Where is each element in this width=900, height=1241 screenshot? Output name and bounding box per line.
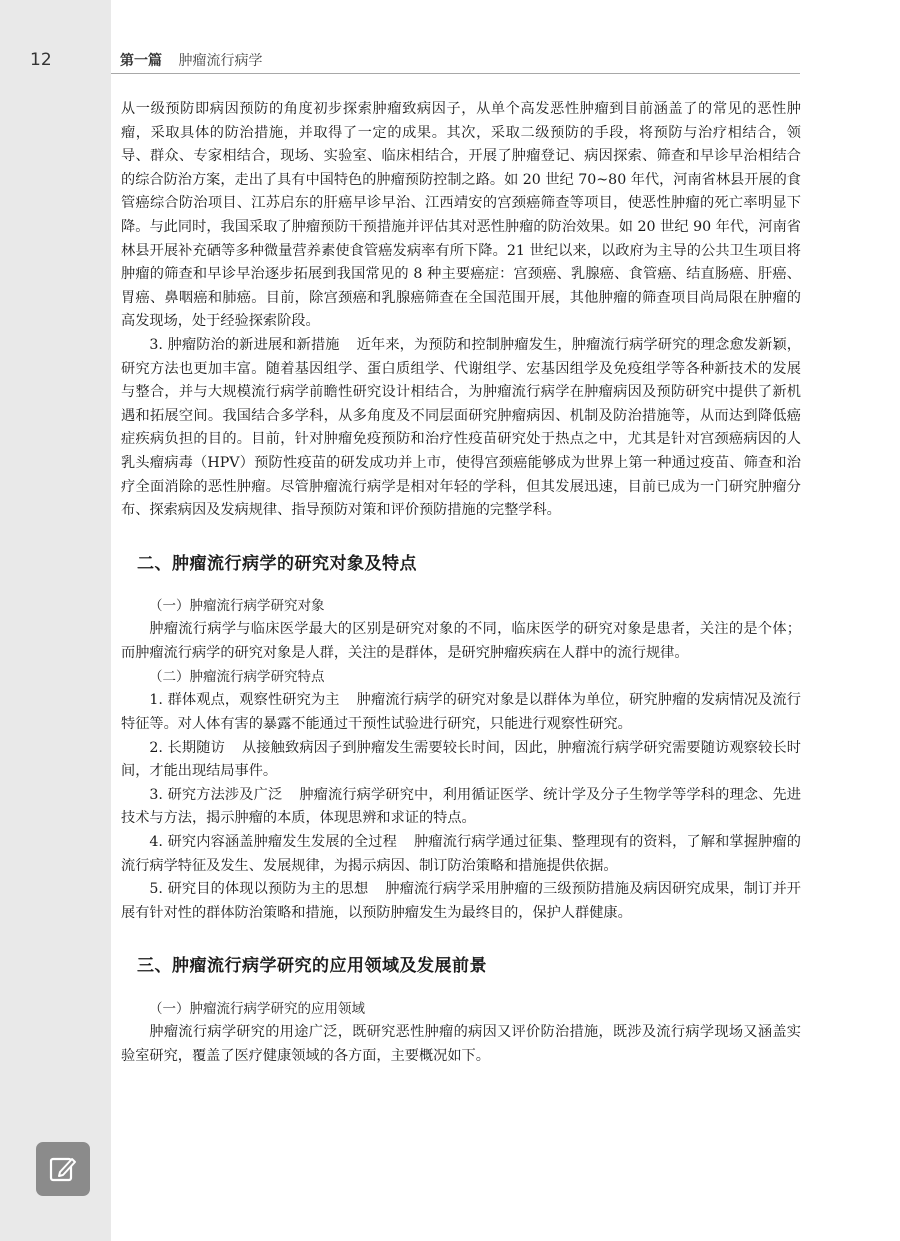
feature-item-lead: 4. 研究内容涵盖肿瘤发生发展的全过程 xyxy=(149,834,397,851)
section-2-subheading-1: （一）肿瘤流行病学研究对象 xyxy=(149,598,325,615)
feature-item-lead: 5. 研究目的体现以预防为主的思想 xyxy=(149,881,369,898)
page-body xyxy=(121,98,801,1068)
header-part: 第一篇 xyxy=(120,53,162,69)
feature-item-text: 肿瘤流行病学的研究对象是以群体为单位，研究肿瘤的发病情况及流行特征等。对人体有害的暴露不能通过干预性试验进行研究，只能进行观察性研究。 xyxy=(121,692,801,733)
section-2-subheading-2: （二）肿瘤流行病学研究特点 xyxy=(149,669,325,686)
feature-item-4 xyxy=(121,831,801,878)
feature-item-text: 从接触致病因子到肿瘤发生需要较长时间，因此，肿瘤流行病学研究需要随访观察较长时间，才能出现结局事件。 xyxy=(121,739,801,780)
feature-item-1 xyxy=(121,689,801,736)
section-3-sub1-text: 肿瘤流行病学研究的用途广泛，既研究恶性肿瘤的病因又评价防治措施，既涉及流行病学现场又涵盖实验室研究，覆盖了医疗健康领域的各方面，主要概况如下。 xyxy=(121,1024,801,1064)
paragraph-2-lead: 3. 肿瘤防治的新进展和新措施 xyxy=(149,336,340,353)
feature-item-lead: 3. 研究方法涉及广泛 xyxy=(149,786,283,803)
section-3-title: 三、肿瘤流行病学研究的应用领域及发展前景 xyxy=(137,956,487,977)
page-number: 12 xyxy=(30,50,52,70)
header-rule xyxy=(111,73,800,74)
paragraph-2 xyxy=(121,334,801,523)
header-title: 肿瘤流行病学 xyxy=(178,53,263,69)
running-header xyxy=(120,50,800,70)
feature-item-text: 肿瘤流行病学研究中，利用循证医学、统计学及分子生物学等学科的理念、先进技术与方法，揭示肿瘤的本质，体现思辨和求证的特点。 xyxy=(121,786,801,827)
page-margin-sidebar xyxy=(0,0,111,1241)
feature-item-5 xyxy=(121,878,801,925)
section-2-sub1-text: 肿瘤流行病学与临床医学最大的区别是研究对象的不同，临床医学的研究对象是患者，关注的是个体；而肿瘤流行病学的研究对象是人群，关注的是群体，是研究肿瘤疾病在人群中的流行规律。 xyxy=(121,621,801,661)
paragraph-2-text: 近年来，为预防和控制肿瘤发生，肿瘤流行病学研究的理念愈发新颖，研究方法也更加丰富。随着基因组学、蛋白质组学、代谢组学、宏基因组学及免疫组学等各种新技术的发展与整合，并与大规模流行病学前瞻性研究设计相结合，为肿瘤流行病学在肿瘤病因及预防研究中提供了新机遇和拓展空间。我国结合多学科，从多角度及不同层面研究肿瘤病因、机制及防治措施等，从而达到降低癌症疾病负担的目的。目前，针对肿瘤免疫预防和治疗性疫苗研究处于热点之中，尤其是针对宫颈癌病因的人乳头瘤病毒（HPV）预防性疫苗的研发成功并上市，使得宫颈癌能够成为世界上第一种通过疫苗、筛查和治疗全面消除的恶性肿瘤。尽管肿瘤流行病学是相对年轻的学科，但其发展迅速，目前已成为一门研究肿瘤分布、探索病因及发病规律、指导预防对策和评价预防措施的完整学科。 xyxy=(121,336,801,519)
feature-item-3 xyxy=(121,784,801,831)
section-3-subheading-1: （一）肿瘤流行病学研究的应用领域 xyxy=(149,1001,365,1017)
feature-item-lead: 1. 群体观点，观察性研究为主 xyxy=(149,692,340,709)
feature-item-text: 肿瘤流行病学通过征集、整理现有的资料，了解和掌握肿瘤的流行病学特征及发生、发展规律，为揭示病因、制订防治策略和措施提供依据。 xyxy=(121,834,801,874)
feature-item-2 xyxy=(121,737,801,784)
note-button[interactable] xyxy=(36,1142,90,1196)
pencil-icon xyxy=(48,1154,78,1184)
section-2-title: 二、肿瘤流行病学的研究对象及特点 xyxy=(137,553,417,574)
feature-item-text: 肿瘤流行病学采用肿瘤的三级预防措施及病因研究成果，制订并开展有针对性的群体防治策略和措施，以预防肿瘤发生为最终目的，保护人群健康。 xyxy=(121,881,801,921)
feature-item-lead: 2. 长期随访 xyxy=(149,739,225,756)
paragraph-1: 从一级预防即病因预防的角度初步探索肿瘤致病因子，从单个高发恶性肿瘤到目前涵盖了的常见的恶性肿瘤，采取具体的防治措施，并取得了一定的成果。其次，采取二级预防的手段，将预防与治疗相结合，领导、群众、专家相结合，现场、实验室、临床相结合，开展了肿瘤登记、病因探索、筛查和早诊早治相结合的综合防治方案，走出了具有中国特色的肿瘤预防控制之路。如 20 世纪 70~80 年代，河南省林县开展的食管癌综合防治项目、江苏启东的肝癌早诊早治、江西靖安的宫颈癌筛查等项目，使恶性肿瘤的死亡率明显下降。与此同时，我国采取了肿瘤预防干预措施并评估其对恶性肿瘤的防治效果。如 20 世纪 90 年代，河南省林县开展补充硒等多种微量营养素使食管癌发病率有所下降。21 世纪以来，以政府为主导的公共卫生项目将肿瘤的筛查和早诊早治逐步拓展到我国常见的 8 种主要癌症：宫颈癌、乳腺癌、食管癌、结直肠癌、肝癌、胃癌、鼻咽癌和肺癌。目前，除宫颈癌和乳腺癌筛查在全国范围开展，其他肿瘤的筛查项目尚局限在肿瘤的高发现场，处于经验探索阶段。 xyxy=(121,101,801,330)
